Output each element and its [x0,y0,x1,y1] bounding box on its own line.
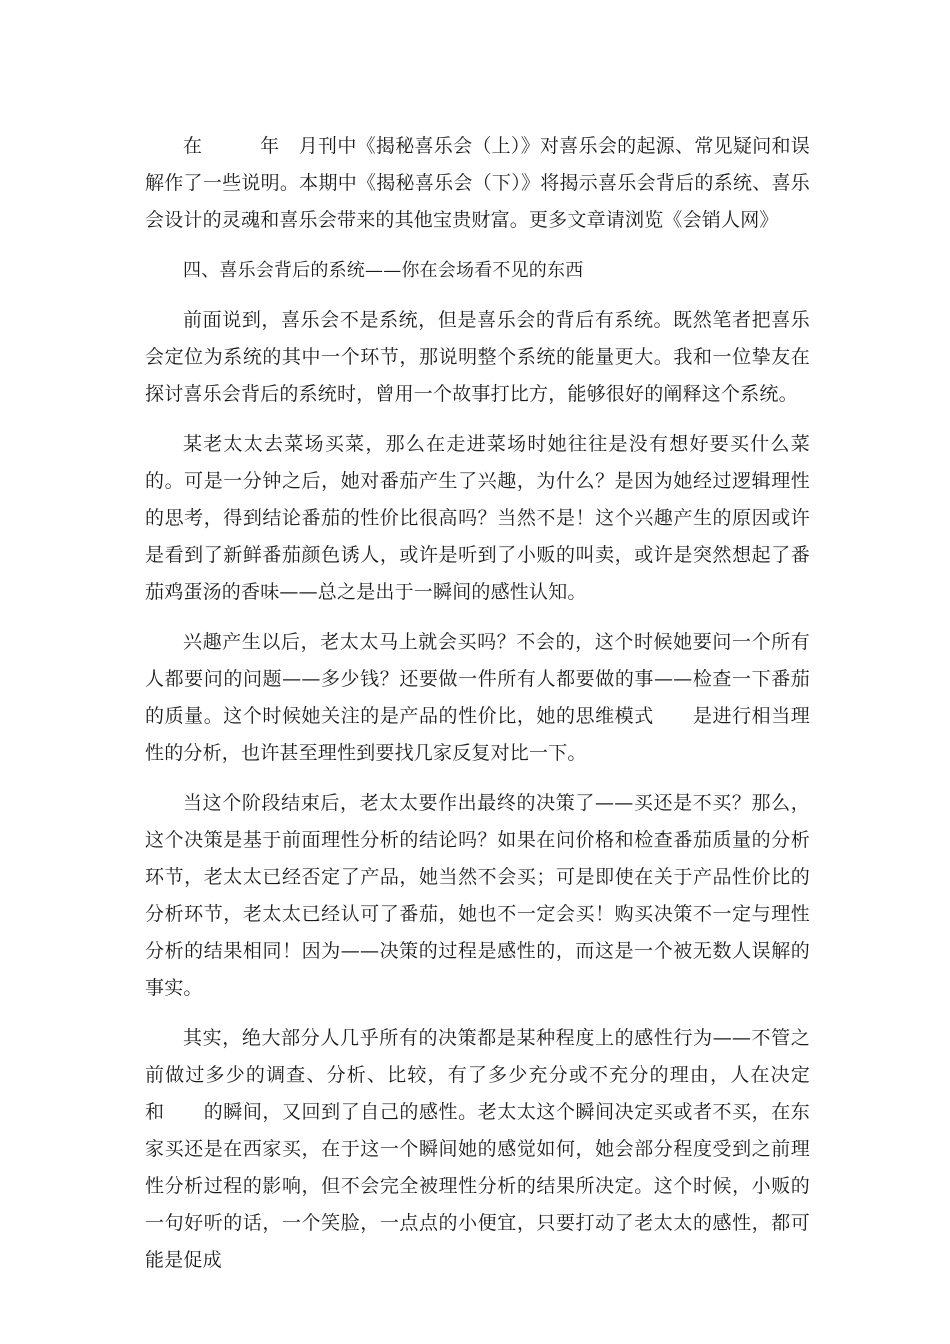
body-paragraph-4: 当这个阶段结束后，老太太要作出最终的决策了——买还是不买？那么，这个决策是基于前面理性分析的结论吗？如果在问价格和检查番茄质量的分析环节，老太太已经否定了产品，她当然不会买；可是即使在关于产品性价比的分析环节，老太太已经认可了番茄，她也不一定会买！购买决策不一定与理性分析的结果相同！因为——决策的过程是感性的，而这是一个被无数人误解的事实。 [145,792,810,999]
intro-paragraph: 在 年 月刊中《揭秘喜乐会（上）》对喜乐会的起源、常见疑问和误解作了一些说明。本期中《揭秘喜乐会（下）》将揭示喜乐会背后的系统、喜乐会设计的灵魂和喜乐会带来的其他宝贵财富。更多文章请浏览《会销人网》 [145,135,810,231]
body-paragraph-2: 某老太太去菜场买菜，那么在走进菜场时她往往是没有想好要买什么菜的。可是一分钟之后，她对番茄产生了兴趣，为什么？是因为她经过逻辑理性的思考，得到结论番茄的性价比很高吗？当然不是！这个兴趣产生的原因或许是看到了新鲜番茄颜色诱人，或许是听到了小贩的叫卖，或许是突然想起了番茄鸡蛋汤的香味——总之是出于一瞬间的感性认知。 [145,433,810,603]
section-heading: 四、喜乐会背后的系统——你在会场看不见的东西 [183,260,584,281]
document-body [145,128,868,1279]
body-paragraph-3: 兴趣产生以后，老太太马上就会买吗？不会的，这个时候她要问一个所有人都要问的问题——多少钱？还要做一件所有人都要做的事——检查一下番茄的质量。这个时候她关注的是产品的性价比，她的思维模式 是进行相当理性的分析，也许甚至理性到要找几家反复对比一下。 [145,631,810,764]
body-paragraph-5: 其实，绝大部分人几乎所有的决策都是某种程度上的感性行为——不管之前做过多少的调查、分析、比较，有了多少充分或不充分的理由，人在决定 和 的瞬间，又回到了自己的感性。老太太这个瞬间决定买或者不买，在东家买还是在西家买，在于这一个瞬间她的感觉如何，她会部分程度受到之前理性分析过程的影响，但不会完全被理性分析的结果所决定。这个时候，小贩的一句好听的话，一个笑脸，一点点的小便宜，只要打动了老太太的感性，都可能是促成 [145,1027,868,1271]
body-paragraph-1: 前面说到，喜乐会不是系统，但是喜乐会的背后有系统。既然笔者把喜乐会定位为系统的其中一个环节，那说明整个系统的能量更大。我和一位挚友在探讨喜乐会背后的系统时，曾用一个故事打比方，能够很好的阐释这个系统。 [145,309,810,405]
